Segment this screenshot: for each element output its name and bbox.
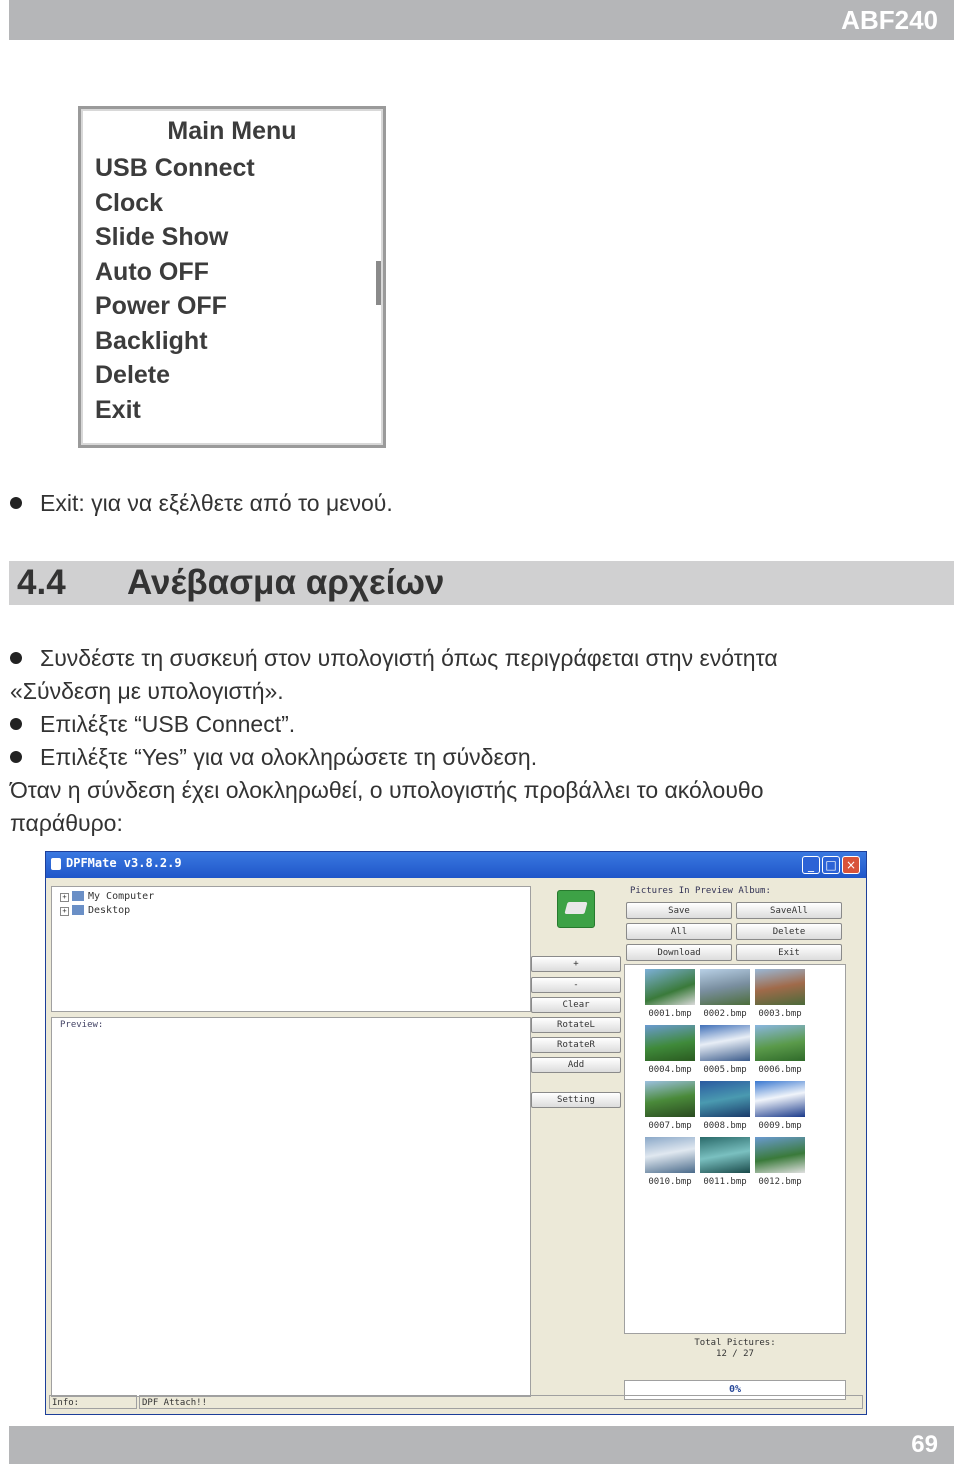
model-name: ABF240	[841, 5, 938, 35]
step-1-text: Συνδέστε τη συσκευή στον υπολογιστή όπως περιγράφεται στην ενότητα	[40, 645, 778, 671]
window-title: DPFMate v3.8.2.9	[66, 856, 182, 870]
thumbnail-image[interactable]	[645, 1137, 695, 1173]
page-number: 69	[911, 1431, 938, 1458]
step-1-cont: «Σύνδεση με υπολογιστή».	[10, 678, 284, 704]
setting-button[interactable]: Setting	[531, 1092, 621, 1108]
thumbnail-image[interactable]	[700, 1025, 750, 1061]
menu-item-slide-show: Slide Show	[95, 223, 229, 251]
exit-note-text: Exit: για να εξέλθετε από το μενού.	[40, 490, 393, 516]
after-text-2: παράθυρο:	[10, 810, 123, 836]
menu-item-auto-off: Auto OFF	[95, 257, 209, 286]
footer-bar	[9, 1426, 954, 1464]
tree-label: My Computer	[88, 891, 155, 902]
thumbnail-caption: 0004.bmp	[648, 1065, 692, 1075]
expand-icon[interactable]: +	[60, 907, 69, 916]
progress-bar: 0%	[624, 1380, 846, 1400]
thumbnail-image[interactable]	[645, 1081, 695, 1117]
status-message: DPF Attach!!	[139, 1395, 863, 1409]
thumbnail-image[interactable]	[645, 1025, 695, 1061]
thumbnail-caption: 0002.bmp	[703, 1009, 747, 1019]
menu-title: Main Menu	[167, 117, 297, 145]
step-2-text: Επιλέξτε “USB Connect”.	[40, 711, 296, 737]
thumbnail-image[interactable]	[700, 969, 750, 1005]
expand-icon[interactable]: +	[60, 893, 69, 902]
thumbnail-image[interactable]	[755, 969, 805, 1005]
tree-node-desktop[interactable]	[60, 905, 130, 916]
thumbnail-caption: 0005.bmp	[703, 1065, 747, 1075]
after-text-1: Όταν η σύνδεση έχει ολοκληρωθεί, ο υπολογιστής προβάλλει το ακόλουθο	[10, 777, 764, 803]
thumbnail-caption: 0012.bmp	[758, 1177, 802, 1187]
album-label: Pictures In Preview Album:	[630, 886, 771, 896]
preview-label: Preview:	[60, 1020, 104, 1030]
window-titlebar	[46, 852, 866, 878]
step-2	[10, 708, 295, 741]
folder-tree[interactable]	[51, 886, 531, 1012]
dpf-logo-icon	[557, 890, 595, 928]
thumbnail-image[interactable]	[755, 1081, 805, 1117]
thumbnail-caption: 0007.bmp	[648, 1121, 692, 1131]
clear-button[interactable]: Clear	[531, 997, 621, 1013]
status-bar	[49, 1395, 862, 1411]
thumbnail-caption: 0011.bmp	[703, 1177, 747, 1187]
step-3-text: Επιλέξτε “Yes” για να ολοκληρώσετε τη σύνδεση.	[40, 744, 538, 770]
exit-note	[10, 490, 393, 517]
desktop-icon	[72, 905, 84, 915]
menu-scrollbar	[376, 261, 381, 305]
thumbnail-image[interactable]	[645, 969, 695, 1005]
bullet-icon	[10, 497, 22, 509]
menu-item-clock: Clock	[95, 188, 164, 217]
thumbnail-image[interactable]	[755, 1137, 805, 1173]
thumbnail-caption: 0008.bmp	[703, 1121, 747, 1131]
delete-button[interactable]: Delete	[736, 923, 842, 940]
maximize-icon[interactable]: □	[822, 856, 840, 874]
thumbnail-caption: 0010.bmp	[648, 1177, 692, 1187]
exit-button[interactable]: Exit	[736, 944, 842, 961]
menu-item-exit: Exit	[95, 395, 141, 424]
step-1	[10, 642, 778, 675]
zoom-out-button[interactable]: -	[531, 977, 621, 993]
tree-label: Desktop	[88, 905, 131, 916]
bullet-icon	[10, 652, 22, 664]
header-bar	[9, 0, 954, 40]
computer-icon	[72, 891, 84, 901]
select-all-button[interactable]: All	[626, 923, 732, 940]
menu-item-usb-connect: USB Connect	[95, 154, 255, 182]
save-button[interactable]: Save	[626, 902, 732, 919]
app-icon	[51, 858, 61, 870]
menu-list	[95, 151, 255, 427]
section-heading	[9, 561, 954, 605]
total-pictures	[624, 1338, 846, 1360]
bullet-icon	[10, 751, 22, 763]
rotate-right-button[interactable]: RotateR	[531, 1037, 621, 1053]
minimize-icon[interactable]: _	[802, 856, 820, 874]
thumbnail-grid	[624, 964, 846, 1334]
section-title: Ανέβασμα αρχείων	[127, 563, 445, 602]
album-panel	[624, 886, 846, 1395]
thumbnail-image[interactable]	[700, 1137, 750, 1173]
menu-item-backlight: Backlight	[95, 326, 208, 355]
dpfmate-window	[45, 851, 867, 1415]
thumbnail-caption: 0001.bmp	[648, 1009, 692, 1019]
save-all-button[interactable]: SaveAll	[736, 902, 842, 919]
close-icon[interactable]: ×	[842, 856, 860, 874]
download-button[interactable]: Download	[626, 944, 732, 961]
bullet-icon	[10, 718, 22, 730]
step-3	[10, 741, 537, 774]
device-menu-screen	[78, 106, 386, 448]
tree-node-my-computer[interactable]	[60, 891, 154, 902]
total-value: 12 / 27	[716, 1349, 754, 1359]
thumbnail-caption: 0003.bmp	[758, 1009, 802, 1019]
total-label: Total Pictures:	[694, 1338, 776, 1348]
thumbnail-caption: 0009.bmp	[758, 1121, 802, 1131]
menu-item-delete: Delete	[95, 361, 171, 389]
thumbnail-image[interactable]	[755, 1025, 805, 1061]
add-button[interactable]: Add	[531, 1057, 621, 1073]
preview-panel	[51, 1017, 531, 1397]
menu-item-power-off: Power OFF	[95, 292, 227, 320]
rotate-left-button[interactable]: RotateL	[531, 1017, 621, 1033]
thumbnail-image[interactable]	[700, 1081, 750, 1117]
zoom-in-button[interactable]: +	[531, 956, 621, 972]
status-info-label: Info:	[49, 1395, 137, 1409]
thumbnail-caption: 0006.bmp	[758, 1065, 802, 1075]
section-number: 4.4	[17, 563, 66, 602]
